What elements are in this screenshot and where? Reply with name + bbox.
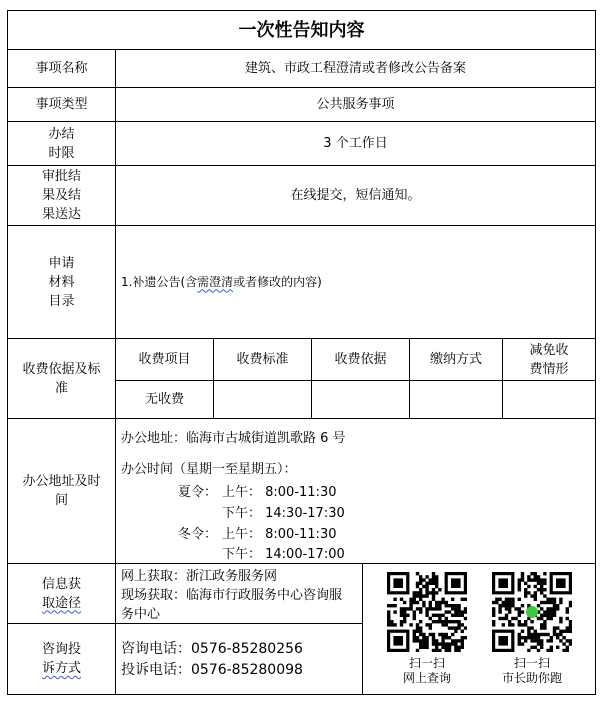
time-limit-label: 办结 时限 — [48, 126, 75, 161]
delivery-value: 在线提交，短信通知。 — [290, 188, 421, 203]
fee-value-standard — [214, 381, 311, 418]
fee-header-basis: 收费依据 — [334, 352, 387, 367]
summer-am: 上午： 8:00-11:30 — [222, 485, 337, 500]
page-title: 一次性告知内容 — [238, 19, 365, 41]
consult-phone: 咨询电话：0576-85280256 — [121, 641, 303, 657]
delivery-label: 审批结 果及结 果送达 — [41, 169, 81, 222]
complaint-phone: 投诉电话：0576-85280098 — [121, 662, 303, 678]
fee-header-item: 收费项目 — [138, 352, 191, 367]
info-onsite-2: 务中心 — [121, 607, 161, 622]
info-onsite-1: 现场获取：临海市行政服务中心咨询服 — [121, 588, 343, 603]
fee-header-method: 缴纳方式 — [429, 352, 482, 367]
item-name-label: 事项名称 — [35, 61, 88, 76]
item-name-value: 建筑、市政工程澄清或者修改公告备案 — [244, 61, 466, 76]
time-limit-value: 3 个工作日 — [323, 136, 388, 151]
winter-pm: 下午： 14:00-17:00 — [222, 547, 345, 562]
info-online: 网上获取：浙江政务服务网 — [121, 569, 278, 584]
materials-value: 1.补遗公告(含需澄清或者修改的内容) — [121, 274, 322, 289]
fee-header-exemption: 减免收 费情形 — [529, 342, 569, 377]
item-type-value: 公共服务事项 — [316, 97, 395, 112]
fee-header-standard: 收费标准 — [236, 352, 289, 367]
item-type-label: 事项类型 — [35, 97, 88, 112]
fees-label: 收费依据及标 准 — [22, 361, 101, 396]
qr-caption-mayor: 扫一扫 市长助你跑 — [501, 656, 562, 685]
office-hours-title: 办公时间（星期一至星期五）： — [121, 462, 297, 477]
office-label: 办公地址及时 间 — [22, 474, 101, 508]
materials-label: 申请 材料 目录 — [48, 255, 75, 309]
qr-caption-online: 扫一扫 网上查询 — [402, 656, 451, 685]
winter-label: 冬令： — [178, 527, 218, 542]
consult-label: 咨询投 诉方式 — [41, 642, 81, 676]
fee-value-method — [410, 381, 502, 418]
summer-label: 夏令： — [178, 485, 218, 500]
qr-code-mayor[interactable] — [492, 572, 572, 652]
fee-value-basis — [312, 381, 409, 418]
summer-pm: 下午： 14:30-17:30 — [222, 506, 345, 521]
winter-am: 上午： 8:00-11:30 — [222, 527, 337, 542]
fee-value-exemption — [503, 381, 595, 418]
office-address: 办公地址：临海市古城街道凯歌路 6 号 — [121, 431, 346, 446]
fee-value-item: 无收费 — [144, 392, 184, 407]
qr-code-online[interactable] — [387, 572, 467, 652]
info-label: 信息获 取途径 — [41, 576, 81, 611]
